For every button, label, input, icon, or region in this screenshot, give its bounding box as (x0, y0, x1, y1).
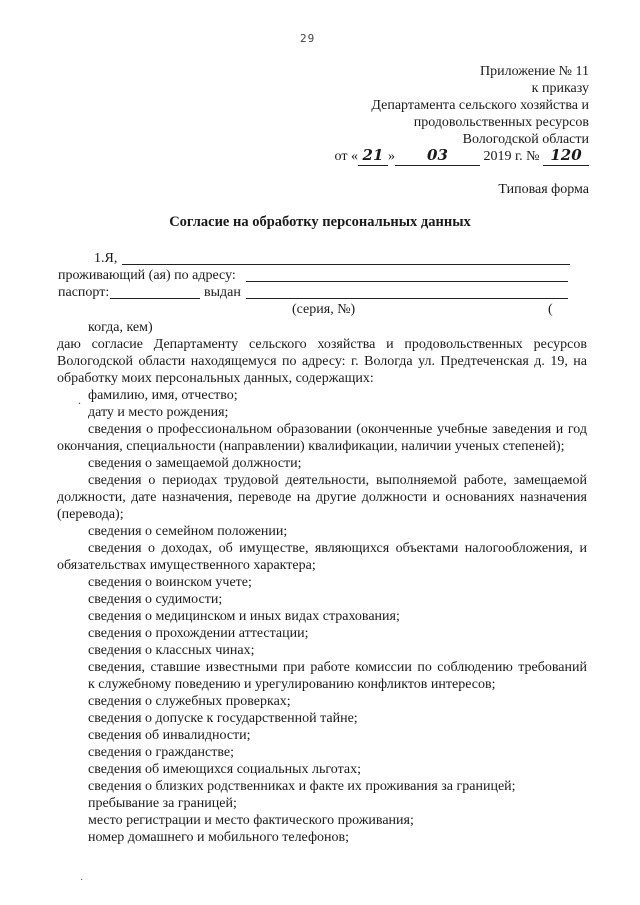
list-item: сведения о доходах, об имуществе, являющихся объектами налогообложения, и обязательствах имущественного характера; (57, 541, 587, 573)
when-who-hint: когда, кем) (88, 320, 153, 335)
form-type: Типовая форма (498, 182, 589, 197)
list-item: сведения о допуске к государственной тайне; (88, 711, 358, 726)
list-item: номер домашнего и мобильного телефонов; (88, 830, 350, 845)
issued-field-line (246, 298, 568, 299)
page-number: 29 (300, 32, 316, 45)
order-number: 120 (550, 146, 582, 164)
appendix-order-label: к приказу (531, 81, 589, 96)
consent-body (57, 336, 587, 846)
list-item: сведения о воинском учете; (88, 575, 252, 590)
list-item: сведения об имеющихся социальных льготах; (88, 762, 361, 777)
date-day-field (358, 147, 388, 166)
list-item: сведения о гражданстве; (88, 745, 234, 760)
appendix-date-line (335, 147, 589, 166)
list-item: место регистрации и место фактического проживания; (88, 813, 414, 828)
list-item: дату и место рождения; (88, 405, 229, 420)
bullet-mark: . (78, 393, 81, 407)
name-label: 1.Я, (94, 251, 118, 266)
list-item: сведения о классных чинах; (88, 643, 255, 658)
list-item: фамилию, имя, отчество; (88, 388, 238, 403)
series-hint: (серия, №) (292, 302, 356, 317)
order-number-field (543, 147, 589, 166)
list-item: пребывание за границей; (88, 796, 237, 811)
date-month-field (395, 147, 480, 166)
document-title: Согласие на обработку персональных данных (169, 214, 471, 230)
date-month: 03 (427, 146, 448, 164)
address-label: проживающий (ая) по адресу: (58, 268, 236, 283)
list-item: сведения о семейном положении; (88, 524, 288, 539)
name-field-line (122, 264, 570, 265)
list-item-hanging (57, 659, 587, 693)
date-year: 2019 г. № (483, 149, 540, 164)
list-item: сведения о судимости; (88, 592, 223, 607)
list-item: сведения о прохождении аттестации; (88, 626, 309, 641)
list-item: сведения о профессиональном образовании (оконченные учебные заведения и год окончания, специальности (направлении) квалификации, наличии ученых степеней); (57, 422, 587, 454)
appendix-region: Вологодской области (462, 132, 589, 147)
appendix-resources: продовольственных ресурсов (413, 115, 589, 130)
date-sep: » (387, 149, 395, 164)
appendix-department: Департамента сельского хозяйства и (371, 98, 589, 113)
list-item: сведения о замещаемой должности; (88, 456, 302, 471)
date-day: 21 (362, 146, 384, 164)
list-item: сведения о медицинском и иных видах страхования; (88, 609, 400, 624)
passport-label: паспорт: (58, 285, 110, 300)
appendix-number: Приложение № 11 (480, 64, 589, 79)
scan-mark: · (80, 875, 84, 886)
list-item: сведения о близких родственниках и факте их проживания за границей; (88, 779, 516, 794)
date-prefix: от « (334, 149, 358, 164)
passport-number-line (110, 298, 200, 299)
issued-label: выдан (204, 285, 241, 300)
paren-open: ( (548, 302, 553, 317)
list-item: сведения о служебных проверках; (88, 694, 291, 709)
list-item: сведения, ставшие известными при работе комиссии по соблюдению требований (88, 660, 587, 675)
list-item: сведения об инвалидности; (88, 728, 251, 743)
list-item: сведения о периодах трудовой деятельности, выполняемой работе, замещаемой должности, дате назначения, переводе на другие должности и основаниях назначения (перевода); (57, 473, 587, 522)
list-item: к служебному поведению и урегулированию конфликтов интересов; (88, 677, 496, 692)
address-field-line (246, 281, 568, 282)
consent-paragraph: даю согласие Департаменту сельского хозяйства и продовольственных ресурсов Вологодской области находящемуся по адресу: г. Вологда ул. Предтеченская д. 19, на обработку моих персональных данных, содержащих: (57, 337, 587, 386)
